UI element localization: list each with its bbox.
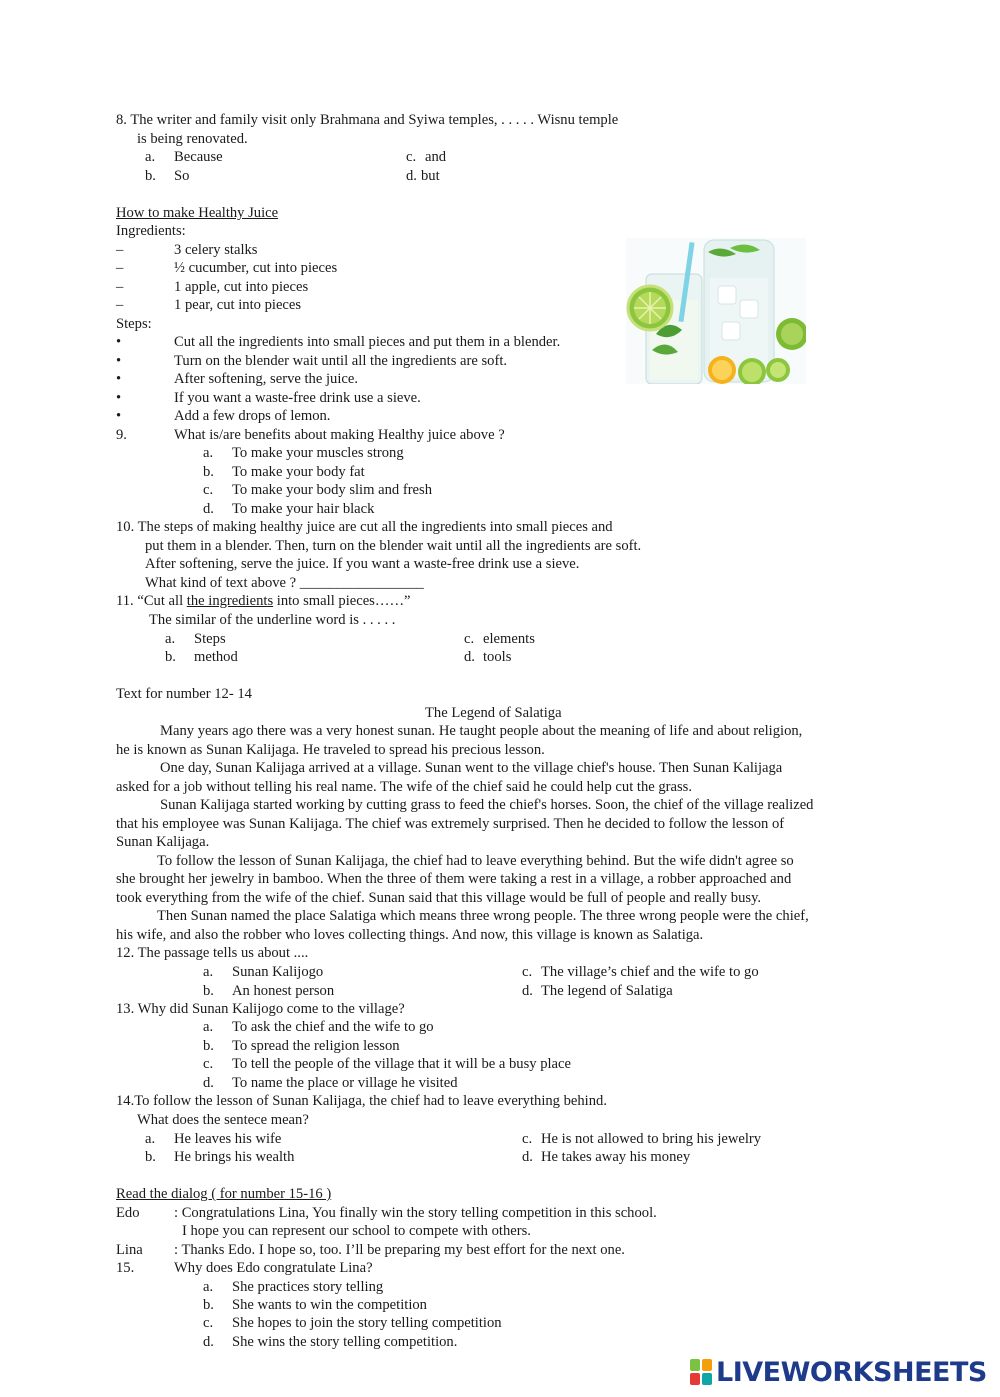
dialog-line: : Congratulations Lina, You finally win the story telling competition in this school. [174,1205,657,1221]
q8-option-d-letter: d. [406,168,417,184]
q13-option-d: To name the place or village he visited [232,1075,458,1091]
q11-option-b-letter: b. [165,649,176,665]
q12-option-b-letter: b. [203,983,214,999]
ingredient-item: ½ cucumber, cut into pieces [174,260,338,276]
legend-paragraph-line: Sunan Kalijaga started working by cutting grass to feed the chief's horses. Soon, the chief of the village realized [160,797,814,813]
juice-title: How to make Healthy Juice [116,205,279,221]
q9-option-c-letter: c. [203,482,214,498]
q12-option-b: An honest person [232,983,335,999]
q11-underlined-word: the ingredients [186,593,274,609]
step-item: Turn on the blender wait until all the ingredients are soft. [174,353,508,369]
ingredient-bullet: – [116,297,124,313]
q12-option-a-letter: a. [203,964,214,980]
q8-option-c: and [425,149,447,165]
q8-option-d: but [421,168,440,184]
legend-paragraph-line: Sunan Kalijaga. [116,834,210,850]
q13-option-c-letter: c. [203,1056,214,1072]
step-bullet: • [116,334,122,350]
q14-line-1: 14.To follow the lesson of Sunan Kalijaga, the chief had to leave everything behind. [116,1093,607,1109]
q15-option-b: She wants to win the competition [232,1297,427,1313]
legend-paragraph-line: One day, Sunan Kalijaga arrived at a village. Sunan went to the village chief's house. Then Sunan Kalijaga [160,760,783,776]
juice-glass-image [626,238,806,384]
liveworksheets-mark-icon [690,1359,712,1385]
step-item: If you want a waste-free drink use a sieve. [174,390,421,406]
q11-option-d: tools [483,649,512,665]
q12-option-a: Sunan Kalijogo [232,964,324,980]
q10-line-1: 10. The steps of making healthy juice are cut all the ingredients into small pieces and [116,519,613,535]
q9-number: 9. [116,427,127,443]
q13-option-c: To tell the people of the village that it will be a busy place [232,1056,571,1072]
dialog-speaker: Edo [116,1205,140,1221]
legend-intro: Text for number 12- 14 [116,686,252,702]
legend-paragraph-line: Many years ago there was a very honest sunan. He taught people about the meaning of life and about religion, [160,723,803,739]
q15-option-c-letter: c. [203,1315,214,1331]
q14-option-c: He is not allowed to bring his jewelry [541,1131,762,1147]
q11-option-a-letter: a. [165,631,176,647]
q8-option-a-letter: a. [145,149,156,165]
step-item: Add a few drops of lemon. [174,408,331,424]
q15-option-c: She hopes to join the story telling competition [232,1315,502,1331]
q14-option-d: He takes away his money [541,1149,691,1165]
dialog-line: I hope you can represent our school to compete with others. [182,1223,531,1239]
q11-option-c-letter: c. [464,631,475,647]
ingredients-label: Ingredients: [116,223,186,239]
q12-option-c-letter: c. [522,964,533,980]
q9-question: What is/are benefits about making Healthy juice above ? [174,427,505,443]
q10-answer-blank[interactable]: What kind of text above ? _________________ [145,575,424,591]
legend-paragraph-line: asked for a job without telling his real name. The wife of the chief said he could help cut the grass. [116,779,693,795]
q15-number: 15. [116,1260,135,1276]
ingredient-item: 1 pear, cut into pieces [174,297,302,313]
q15-option-a-letter: a. [203,1279,214,1295]
q13-option-b-letter: b. [203,1038,214,1054]
q9-option-c: To make your body slim and fresh [232,482,433,498]
dialog-speaker: Lina [116,1242,143,1258]
q15-option-b-letter: b. [203,1297,214,1313]
step-item: After softening, serve the juice. [174,371,358,387]
q14-option-b-letter: b. [145,1149,156,1165]
dialog-line: : Thanks Edo. I hope so, too. I’ll be preparing my best effort for the next one. [174,1242,625,1258]
dialog-title: Read the dialog ( for number 15-16 ) [116,1186,332,1202]
q8-option-b: So [174,168,190,184]
step-bullet: • [116,390,122,406]
legend-paragraph-line: his wife, and also the robber who loves collecting things. And now, this village is known as Salatiga. [116,927,704,943]
q15-option-a: She practices story telling [232,1279,384,1295]
steps-label: Steps: [116,316,152,332]
q8-option-a: Because [174,149,223,165]
ingredient-item: 3 celery stalks [174,242,258,258]
q8-line-2: is being renovated. [137,131,248,147]
q9-option-a-letter: a. [203,445,214,461]
q10-line-2: put them in a blender. Then, turn on the blender wait until all the ingredients are soft. [145,538,642,554]
legend-paragraph-line: To follow the lesson of Sunan Kalijaga, the chief had to leave everything behind. But the wife didn't agree so [157,853,794,869]
legend-paragraph-line: he is known as Sunan Kalijaga. He traveled to spread his precious lesson. [116,742,545,758]
q8-option-c-letter: c. [406,149,417,165]
q14-option-a-letter: a. [145,1131,156,1147]
ingredient-bullet: – [116,260,124,276]
q14-line-2: What does the sentece mean? [137,1112,309,1128]
q12-option-c: The village’s chief and the wife to go [541,964,759,980]
ingredient-bullet: – [116,242,124,258]
legend-paragraph-line: she brought her jewelry in bamboo. When the three of them were taking a rest in a village, a robber approached and [116,871,792,887]
q11-option-c: elements [483,631,535,647]
q11-line-1 [116,592,411,610]
q8-option-b-letter: b. [145,168,156,184]
q13-option-d-letter: d. [203,1075,214,1091]
q12-question: 12. The passage tells us about .... [116,945,309,961]
liveworksheets-logo[interactable] [690,1357,987,1387]
q11-option-b: method [194,649,238,665]
q11-option-a: Steps [194,631,226,647]
q15-question: Why does Edo congratulate Lina? [174,1260,373,1276]
step-bullet: • [116,371,122,387]
legend-paragraph-line: Then Sunan named the place Salatiga which means three wrong people. The three wrong people were the chief, [157,908,809,924]
q12-option-d: The legend of Salatiga [541,983,673,999]
q13-question: 13. Why did Sunan Kalijogo come to the village? [116,1001,405,1017]
ingredient-item: 1 apple, cut into pieces [174,279,309,295]
q14-option-c-letter: c. [522,1131,533,1147]
q14-option-b: He brings his wealth [174,1149,295,1165]
q14-option-a: He leaves his wife [174,1131,282,1147]
q11-option-d-letter: d. [464,649,475,665]
q10-line-3: After softening, serve the juice. If you want a waste-free drink use a sieve. [145,556,580,572]
q15-option-d: She wins the story telling competition. [232,1334,458,1350]
legend-paragraph-line: took everything from the wife of the chief. Sunan said that this village would be full of people and really busy. [116,890,762,906]
q9-option-b-letter: b. [203,464,214,480]
q9-option-a: To make your muscles strong [232,445,404,461]
q14-option-d-letter: d. [522,1149,533,1165]
step-item: Cut all the ingredients into small pieces and put them in a blender. [174,334,561,350]
q13-option-a-letter: a. [203,1019,214,1035]
q12-option-d-letter: d. [522,983,533,999]
liveworksheets-wordmark: LIVEWORKSHEETS [716,1356,987,1388]
q9-option-b: To make your body fat [232,464,365,480]
step-bullet: • [116,353,122,369]
q15-option-d-letter: d. [203,1334,214,1350]
ingredient-bullet: – [116,279,124,295]
q13-option-b: To spread the religion lesson [232,1038,400,1054]
q11-prefix: 11. “Cut all [116,593,187,609]
q11-suffix: into small pieces……” [273,593,411,609]
legend-paragraph-line: that his employee was Sunan Kalijaga. The chief was extremely surprised. Then he decided to follow the lesson of [116,816,785,832]
q8-line-1: 8. The writer and family visit only Brahmana and Syiwa temples, . . . . . Wisnu temple [116,112,619,128]
q9-option-d: To make your hair black [232,501,375,517]
q11-line-2: The similar of the underline word is . . . . . [149,612,396,628]
legend-title: The Legend of Salatiga [425,705,562,721]
q13-option-a: To ask the chief and the wife to go [232,1019,434,1035]
q9-option-d-letter: d. [203,501,214,517]
step-bullet: • [116,408,122,424]
